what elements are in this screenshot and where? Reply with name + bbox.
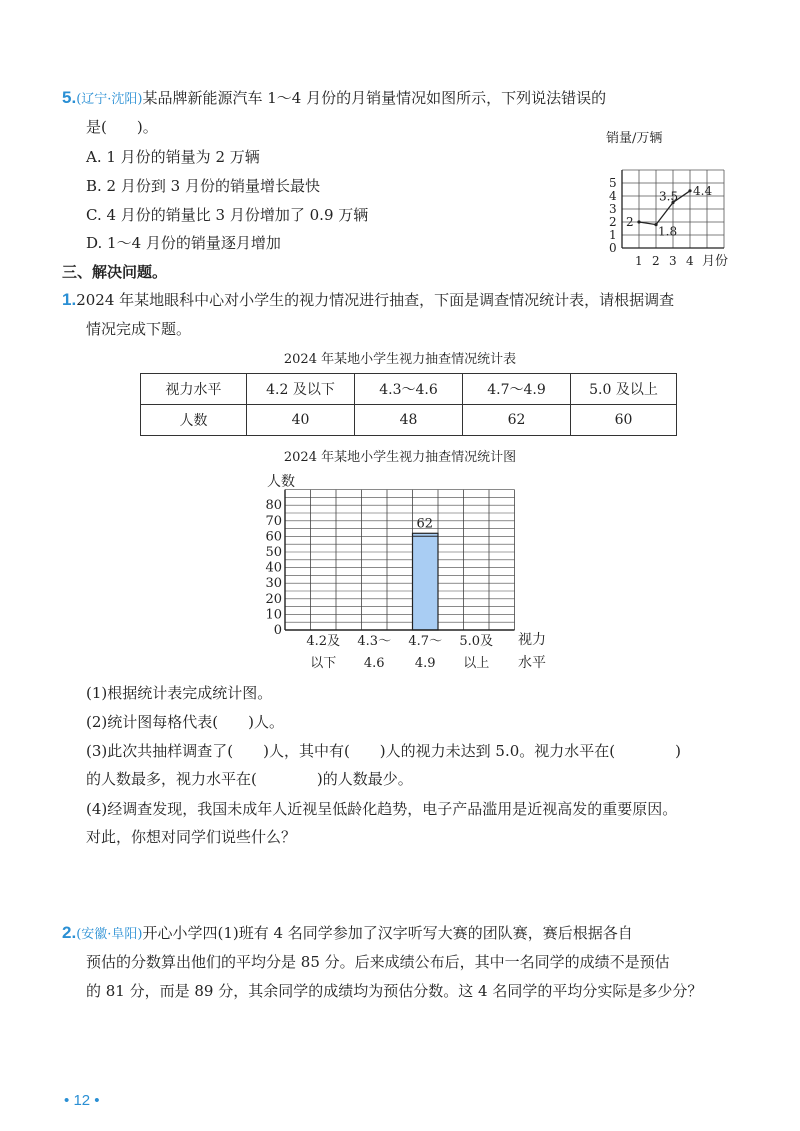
page-number-text: 12 bbox=[73, 1092, 91, 1109]
dot-icon: • bbox=[64, 1092, 70, 1109]
bar-chart-y-ticks bbox=[265, 498, 282, 638]
table-cell: 5.0 及以上 bbox=[571, 374, 677, 405]
x-tick-label: 4.7～ bbox=[408, 634, 443, 649]
q5-stem-line1 bbox=[62, 88, 606, 110]
y-tick-label: 2 bbox=[609, 215, 617, 229]
y-tick-label: 20 bbox=[265, 591, 282, 607]
bar-chart-x-ticks bbox=[306, 634, 493, 671]
x-tick-label: 4.9 bbox=[414, 656, 436, 671]
table-cell: 人数 bbox=[141, 405, 247, 436]
table-header-row bbox=[141, 374, 677, 405]
y-tick-label: 1 bbox=[609, 228, 617, 242]
x-tick-label: 以上 bbox=[463, 656, 490, 671]
table-cell: 视力水平 bbox=[141, 374, 247, 405]
x-tick-label: 4.3～ bbox=[357, 634, 392, 649]
bar bbox=[413, 533, 439, 630]
data-label: 2 bbox=[626, 215, 634, 229]
data-label: 3.5 bbox=[659, 189, 679, 204]
vision-bar-chart bbox=[250, 468, 570, 676]
q5-option-d: D. 1～4 月份的销量逐月增加 bbox=[86, 234, 281, 252]
y-tick-label: 3 bbox=[609, 202, 617, 216]
q2-line3: 的 81 分，而是 89 分，其余同学的成绩均为预估分数。这 4 名同学的平均分实际是多少分？ bbox=[86, 982, 703, 1000]
q1-stem-line2: 情况完成下题。 bbox=[86, 320, 192, 338]
q5-option-c: C. 4 月份的销量比 3 月份增加了 0.9 万辆 bbox=[86, 206, 369, 224]
data-label: 1.8 bbox=[658, 224, 678, 239]
data-label: 62 bbox=[416, 516, 434, 532]
line-chart-y-ticks bbox=[609, 176, 617, 255]
y-tick-label: 70 bbox=[265, 513, 282, 529]
table-cell: 62 bbox=[463, 405, 571, 436]
monthly-sales-line-chart bbox=[598, 124, 748, 274]
chart-title: 2024 年某地小学生视力抽查情况统计图 bbox=[283, 450, 517, 465]
x-tick-label: 4.6 bbox=[363, 656, 385, 671]
question-source: (安徽·阜阳) bbox=[76, 927, 143, 942]
x-tick-label: 以下 bbox=[310, 656, 337, 671]
y-tick-label: 4 bbox=[609, 189, 617, 203]
question-stem: 某品牌新能源汽车 1～4 月份的月销量情况如图所示，下列说法错误的 bbox=[142, 89, 607, 107]
q5-option-a: A. 1 月份的销量为 2 万辆 bbox=[86, 148, 260, 166]
question-stem: 开心小学四(1)班有 4 名同学参加了汉字听写大赛的团队赛，赛后根据各自 bbox=[142, 924, 633, 942]
y-tick-label: 0 bbox=[273, 623, 282, 638]
x-tick-label: 2 bbox=[652, 254, 660, 268]
q1-sub2: (2)统计图每格代表( )人。 bbox=[86, 713, 284, 731]
y-axis-label: 销量/万辆 bbox=[606, 131, 663, 146]
y-tick-label: 60 bbox=[265, 529, 282, 545]
y-tick-label: 40 bbox=[265, 560, 282, 576]
x-axis-label-line2: 水平 bbox=[518, 655, 546, 671]
x-tick-label: 4 bbox=[686, 254, 694, 268]
y-tick-label: 5 bbox=[609, 176, 617, 190]
data-point bbox=[637, 220, 640, 223]
x-tick-label: 4.2及 bbox=[306, 634, 341, 649]
q5-option-b: B. 2 月份到 3 月份的销量增长最快 bbox=[86, 177, 320, 195]
q2-line1 bbox=[62, 923, 633, 945]
x-axis-label: 月份 bbox=[702, 254, 729, 269]
x-tick-label: 1 bbox=[635, 254, 643, 268]
dot-icon: • bbox=[94, 1092, 100, 1109]
table-cell: 60 bbox=[571, 405, 677, 436]
bar-chart-bars bbox=[413, 516, 439, 630]
y-tick-label: 0 bbox=[609, 241, 617, 255]
line-chart-x-ticks bbox=[635, 254, 694, 268]
q1-sub4-line1: (4)经调查发现，我国未成年人近视呈低龄化趋势，电子产品滥用是近视高发的重要原因。 bbox=[86, 800, 678, 818]
section-title: 三、解决问题。 bbox=[62, 263, 168, 281]
table-cell: 4.2 及以下 bbox=[247, 374, 355, 405]
x-axis-label-line1: 视力 bbox=[518, 632, 546, 648]
q1-sub3-line1: (3)此次共抽样调查了( )人，其中有( )人的视力未达到 5.0。视力水平在( ) bbox=[86, 742, 681, 760]
y-tick-label: 80 bbox=[265, 498, 282, 514]
x-tick-label: 5.0及 bbox=[459, 634, 494, 649]
question-source: (辽宁·沈阳) bbox=[76, 92, 143, 107]
q5-stem-line2: 是( )。 bbox=[86, 118, 158, 136]
q1-sub3-line2: 的人数最多，视力水平在( )的人数最少。 bbox=[86, 770, 413, 788]
table-cell: 4.7～4.9 bbox=[463, 374, 571, 405]
q1-stem-line1 bbox=[62, 290, 674, 310]
vision-stat-table bbox=[140, 373, 677, 436]
x-tick-label: 3 bbox=[669, 254, 677, 268]
bar-chart-grid bbox=[285, 490, 515, 630]
question-number: 5. bbox=[62, 88, 77, 107]
y-tick-label: 30 bbox=[265, 576, 282, 592]
page-number bbox=[64, 1092, 100, 1109]
table-cell: 40 bbox=[247, 405, 355, 436]
y-axis-label: 人数 bbox=[267, 474, 295, 490]
table-cell: 48 bbox=[355, 405, 463, 436]
q1-sub4-line2: 对此，你想对同学们说些什么？ bbox=[86, 828, 297, 846]
q2-line2: 预估的分数算出他们的平均分是 85 分。后来成绩公布后，其中一名同学的成绩不是预估 bbox=[86, 953, 670, 971]
data-point bbox=[688, 189, 691, 192]
q1-sub1: (1)根据统计表完成统计图。 bbox=[86, 684, 273, 702]
y-tick-label: 10 bbox=[265, 607, 282, 623]
table-row bbox=[141, 405, 677, 436]
table-title: 2024 年某地小学生视力抽查情况统计表 bbox=[283, 352, 517, 367]
question-number: 1. bbox=[62, 290, 77, 309]
table-cell: 4.3～4.6 bbox=[355, 374, 463, 405]
y-tick-label: 50 bbox=[265, 545, 282, 560]
data-label: 4.4 bbox=[693, 183, 713, 198]
question-number: 2. bbox=[62, 923, 77, 942]
question-stem: 2024 年某地眼科中心对小学生的视力情况进行抽查，下面是调查情况统计表，请根据调查 bbox=[76, 291, 675, 309]
